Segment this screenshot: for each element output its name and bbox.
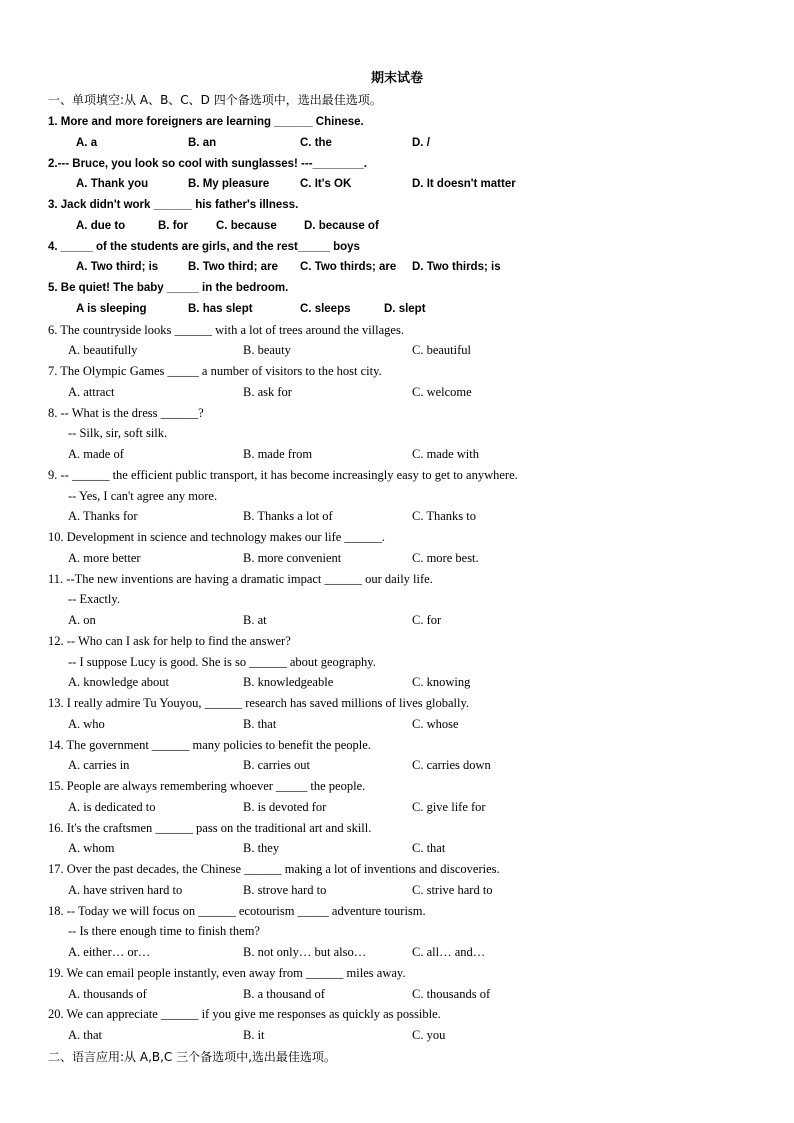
- question-10-option-b: B. more convenient: [243, 550, 342, 565]
- question-9-options: [48, 506, 768, 527]
- question-15-option-a: A. is dedicated to: [68, 799, 156, 814]
- question-6-stem: 6. The countryside looks ______ with a lot of trees around the villages.: [48, 322, 404, 337]
- question-3-option-d: D. because of: [304, 219, 379, 232]
- question-2-stem: 2.--- Bruce, you look so cool with sunglasses! ---________.: [48, 157, 367, 170]
- question-16-option-c: C. that: [412, 841, 446, 856]
- question-19-option-c: C. thousands of: [412, 986, 491, 1001]
- question-10-stem: 10. Development in science and technology makes our life ______.: [48, 530, 386, 544]
- question-17-options: [48, 880, 768, 901]
- question-8-stem: 8. -- What is the dress ______?: [48, 405, 204, 420]
- question-2-option-c: C. It's OK: [300, 178, 352, 191]
- question-7-option-a: A. attract: [68, 384, 115, 399]
- question-13-option-b: B. that: [243, 716, 277, 731]
- question-3-option-c: C. because: [216, 219, 277, 232]
- question-20-options: [48, 1025, 768, 1046]
- question-9-option-c: C. Thanks to: [412, 509, 477, 524]
- question-20-option-b: B. it: [243, 1028, 265, 1042]
- question-8-option-b: B. made from: [243, 447, 313, 461]
- question-10-option-a: A. more better: [68, 550, 141, 565]
- question-4-option-c: C. Two thirds; are: [300, 261, 397, 274]
- question-12-option-b: B. knowledgeable: [243, 675, 334, 690]
- question-7-option-b: B. ask for: [243, 384, 292, 399]
- question-5-stem: 5. Be quiet! The baby _____ in the bedroom.: [48, 282, 289, 294]
- question-4-option-d: D. Two thirds; is: [412, 261, 501, 274]
- question-16-option-a: A. whom: [68, 841, 115, 856]
- question-11-option-c: C. for: [412, 613, 442, 627]
- question-14-option-c: C. carries down: [412, 758, 491, 773]
- question-4-option-a: A. Two third; is: [76, 261, 159, 274]
- question-2-options: [48, 174, 768, 195]
- question-15-options: [48, 797, 768, 818]
- question-17-stem: 17. Over the past decades, the Chinese ______ making a lot of inventions and discoveries.: [48, 862, 500, 876]
- question-3-options: [48, 216, 768, 237]
- question-6-option-c: C. beautiful: [412, 343, 472, 358]
- question-11-option-b: B. at: [243, 613, 267, 627]
- question-12-option-a: A. knowledge about: [68, 675, 170, 690]
- question-9-stem: 9. -- ______ the efficient public transport, it has become increasingly easy to get to anywhere.: [48, 467, 518, 482]
- question-7-options: [48, 382, 768, 403]
- question-15-option-c: C. give life for: [412, 799, 486, 814]
- question-14-option-b: B. carries out: [243, 758, 310, 773]
- question-20-stem: 20. We can appreciate ______ if you give me responses as quickly as possible.: [48, 1007, 441, 1022]
- question-6-options: [48, 340, 768, 361]
- question-19-option-b: B. a thousand of: [243, 986, 325, 1001]
- question-1-option-b: B. an: [188, 136, 217, 149]
- question-15-stem: 15. People are always remembering whoever _____ the people.: [48, 779, 366, 793]
- question-7-stem: 7. The Olympic Games _____ a number of visitors to the host city.: [48, 364, 382, 378]
- question-19-option-a: A. thousands of: [68, 986, 147, 1001]
- question-5-option-a: A is sleeping: [76, 302, 147, 315]
- question-18-option-a: A. either… or…: [68, 945, 151, 959]
- question-16-stem: 16. It's the craftsmen ______ pass on the traditional art and skill.: [48, 820, 372, 835]
- question-8-reply: -- Silk, sir, soft silk.: [68, 426, 168, 441]
- question-11-option-a: A. on: [68, 613, 96, 627]
- question-12-options: [48, 672, 768, 693]
- question-6-option-a: A. beautifully: [68, 343, 138, 358]
- question-3-option-b: B. for: [158, 219, 189, 232]
- question-4-option-b: B. Two third; are: [188, 261, 278, 274]
- question-1-stem: 1. More and more foreigners are learning ______ Chinese.: [48, 116, 364, 128]
- question-14-stem: 14. The government ______ many policies to benefit the people.: [48, 737, 371, 752]
- question-11-options: [48, 610, 768, 631]
- question-list: [48, 112, 768, 1046]
- question-18-option-c: C. all… and…: [412, 945, 486, 959]
- question-9-option-a: A. Thanks for: [68, 509, 138, 524]
- question-13-options: [48, 714, 768, 735]
- question-16-options: [48, 838, 768, 859]
- question-15-option-b: B. is devoted for: [243, 799, 327, 814]
- question-3-stem: 3. Jack didn't work ______ his father's illness.: [48, 199, 299, 211]
- question-20-option-c: C. you: [412, 1028, 446, 1042]
- question-7-option-c: C. welcome: [412, 384, 472, 399]
- question-1-option-c: C. the: [300, 136, 332, 149]
- question-17-option-b: B. strove hard to: [243, 882, 327, 897]
- section-2-heading: 二、语言应用:从 A,B,C 三个备选项中,选出最佳选项。: [48, 1050, 336, 1064]
- question-1-option-d: D. /: [412, 136, 430, 149]
- question-5-option-d: D. slept: [384, 302, 426, 315]
- question-10-option-c: C. more best.: [412, 550, 479, 565]
- question-5-options: [48, 299, 768, 320]
- question-11-stem: 11. --The new inventions are having a dramatic impact ______ our daily life.: [48, 571, 433, 586]
- question-4-stem: 4. _____ of the students are girls, and the rest_____ boys: [48, 240, 360, 253]
- question-1-options: [48, 133, 768, 154]
- question-9-option-b: B. Thanks a lot of: [243, 509, 333, 524]
- question-12-option-c: C. knowing: [412, 675, 471, 690]
- question-6-option-b: B. beauty: [243, 343, 291, 358]
- question-17-option-c: C. strive hard to: [412, 882, 493, 897]
- page-title: 期末试卷: [370, 71, 423, 86]
- question-16-option-b: B. they: [243, 841, 280, 856]
- question-13-stem: 13. I really admire Tu Youyou, ______ research has saved millions of lives globally.: [48, 696, 470, 710]
- question-18-option-b: B. not only… but also…: [243, 945, 367, 959]
- question-18-stem: 18. -- Today we will focus on ______ ecotourism _____ adventure tourism.: [48, 903, 426, 918]
- question-12-stem: 12. -- Who can I ask for help to find the answer?: [48, 633, 291, 648]
- question-17-option-a: A. have striven hard to: [68, 882, 183, 897]
- question-1-option-a: A. a: [76, 136, 98, 149]
- question-19-stem: 19. We can email people instantly, even away from ______ miles away.: [48, 965, 406, 980]
- question-8-option-c: C. made with: [412, 447, 480, 461]
- question-2-option-a: A. Thank you: [76, 178, 149, 191]
- question-13-option-a: A. who: [68, 716, 105, 731]
- question-14-options: [48, 755, 768, 776]
- question-14-option-a: A. carries in: [68, 758, 130, 773]
- question-4-options: [48, 257, 768, 278]
- question-2-option-d: D. It doesn't matter: [412, 178, 516, 191]
- question-20-option-a: A. that: [68, 1028, 103, 1042]
- question-18-options: [48, 942, 768, 963]
- question-8-option-a: A. made of: [68, 447, 124, 461]
- question-12-reply: -- I suppose Lucy is good. She is so ______ about geography.: [68, 654, 376, 669]
- question-9-reply: -- Yes, I can't agree any more.: [68, 488, 218, 503]
- question-11-reply: -- Exactly.: [68, 592, 120, 607]
- question-10-options: [48, 548, 768, 569]
- question-2-option-b: B. My pleasure: [188, 178, 270, 191]
- question-18-reply: -- Is there enough time to finish them?: [68, 924, 260, 939]
- section-1-heading: 一、单项填空:从 A、B、C、D 四个备选项中，选出最佳选项。: [48, 93, 382, 107]
- question-19-options: [48, 984, 768, 1005]
- question-5-option-b: B. has slept: [188, 302, 253, 315]
- question-5-option-c: C. sleeps: [300, 302, 351, 315]
- question-3-option-a: A. due to: [76, 219, 126, 232]
- question-8-options: [48, 444, 768, 465]
- question-13-option-c: C. whose: [412, 716, 459, 731]
